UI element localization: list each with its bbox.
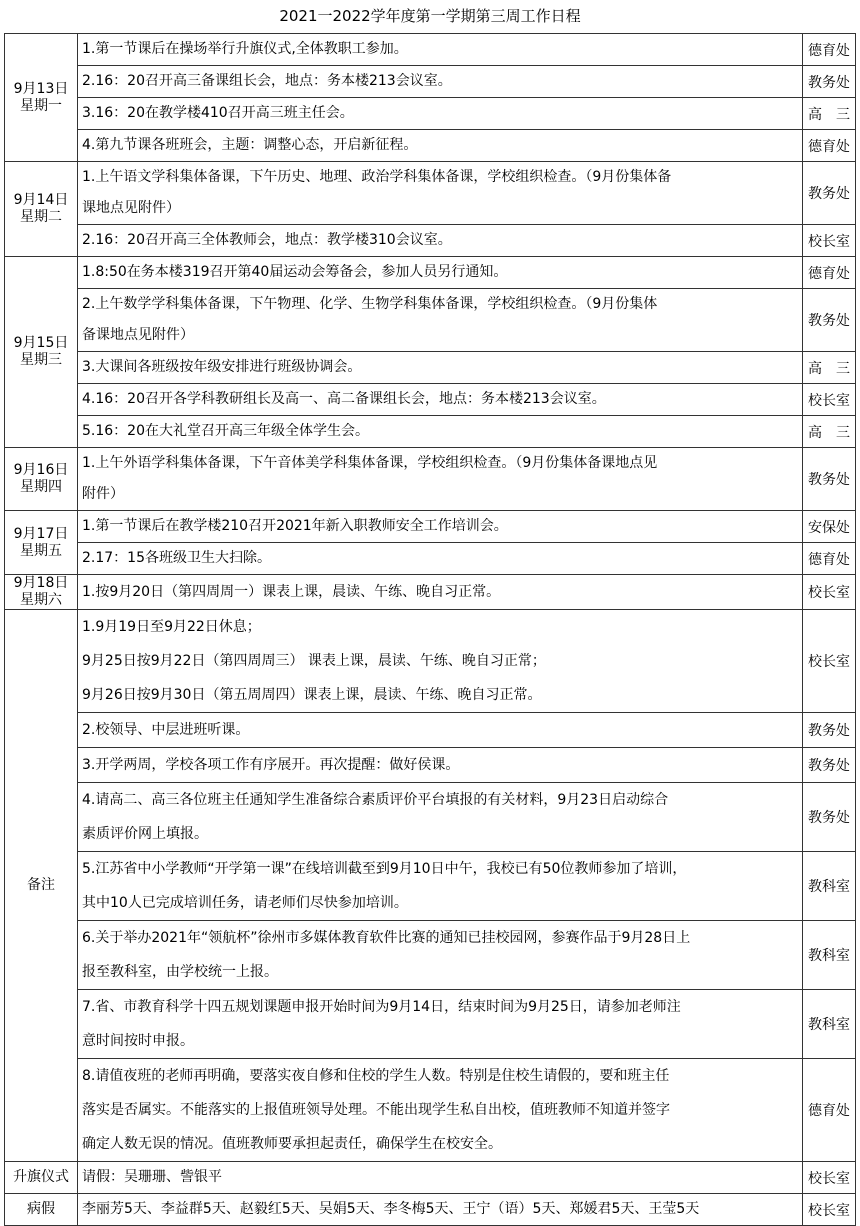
note-content (78, 1059, 803, 1162)
content-line: 落实是否属实。不能落实的上报值班领导处理。不能出现学生私自出校，值班教师不知道并签字 (82, 1102, 670, 1118)
date-cell (5, 34, 78, 162)
schedule-row (5, 352, 856, 384)
content-line: 1.9月19日至9月22日休息； (82, 619, 261, 635)
department-cell: 教务处 (803, 713, 856, 748)
weekday-label: 星期五 (20, 542, 62, 559)
flag-ceremony-row (5, 1162, 856, 1194)
schedule-row (5, 98, 856, 130)
department-cell: 高 三 (803, 416, 856, 448)
department-cell: 校长室 (803, 575, 856, 610)
date-label: 9月17日 (13, 525, 69, 542)
content-line: 3.开学两周，学校各项工作有序展开。再次提醒：做好侯课。 (82, 757, 460, 773)
task-content (78, 352, 803, 384)
content-line: 2.校领导、中层进班听课。 (82, 722, 250, 738)
date-cell (5, 511, 78, 575)
note-content (78, 713, 803, 748)
sick-leave-row (5, 1194, 856, 1226)
date-label: 9月14日 (13, 192, 69, 208)
schedule-row (5, 66, 856, 98)
department-cell: 安保处 (803, 511, 856, 543)
schedule-row (5, 289, 856, 352)
content-line: 确定人数无误的情况。值班教师要承担起责任，确保学生在校安全。 (82, 1136, 502, 1152)
department-cell: 教科室 (803, 921, 856, 990)
content-line: 2.16：20召开高三备课组长会，地点：务本楼213会议室。 (82, 73, 452, 89)
schedule-row (5, 543, 856, 575)
content-line: 4.16：20召开各学科教研组长及高一、高二备课组长会，地点：务本楼213会议室。 (82, 391, 606, 407)
content-line: 2.17：15各班级卫生大扫除。 (82, 550, 271, 566)
content-line: 意时间按时申报。 (82, 1033, 194, 1049)
date-label: 9月13日 (13, 80, 69, 97)
schedule-row (5, 130, 856, 162)
department-cell: 德育处 (803, 34, 856, 66)
department-cell: 教务处 (803, 289, 856, 352)
task-content (78, 162, 803, 225)
content-line: 6.关于举办2021年“领航杯”徐州市多媒体教育软件比赛的通知已挂校园网，参赛作品于9月28日上 (82, 930, 691, 946)
task-content (78, 257, 803, 289)
content-line: 4.请高二、高三各位班主任通知学生准备综合素质评价平台填报的有关材料，9月23日启动综合 (82, 792, 669, 808)
date-cell (5, 448, 78, 511)
content-line: 8.请值夜班的老师再明确，要落实夜自修和住校的学生人数。特别是住校生请假的，要和班主任 (82, 1068, 670, 1084)
content-line: 1.上午语文学科集体备课，下午历史、地理、政治学科集体备课，学校组织检查。（9月份集体备 (82, 169, 672, 185)
date-label: 9月18日 (13, 575, 69, 591)
task-content (78, 416, 803, 448)
notes-row (5, 852, 856, 921)
content-line: 李丽芳5天、李益群5天、赵毅红5天、吴娟5天、李冬梅5天、王宁（语）5天、郑媛君5天、王莹5天 (82, 1201, 700, 1217)
page-title: 2021一2022学年度第一学期第三周工作日程 (279, 7, 581, 25)
schedule-table (4, 33, 856, 1226)
content-line: 9月26日按9月30日（第五周周四）课表上课，晨读、午练、晚自习正常。 (82, 687, 542, 703)
content-line: 2.上午数学学科集体备课，下午物理、化学、生物学科集体备课，学校组织检查。（9月份集体 (82, 296, 658, 312)
schedule-row (5, 416, 856, 448)
content-line: 5.16：20在大礼堂召开高三年级全体学生会。 (82, 423, 369, 439)
date-cell (5, 257, 78, 448)
department-cell: 校长室 (803, 1194, 856, 1226)
department-cell: 高 三 (803, 98, 856, 130)
date-cell (5, 575, 78, 610)
department-cell: 高 三 (803, 352, 856, 384)
content-line: 3.16：20在教学楼410召开高三班主任会。 (82, 105, 354, 121)
date-label: 9月16日 (13, 462, 69, 478)
schedule-row (5, 257, 856, 289)
content-line: 4.第九节课各班班会，主题：调整心态，开启新征程。 (82, 137, 418, 153)
content-line: 1.上午外语学科集体备课，下午音体美学科集体备课，学校组织检查。（9月份集体备课地点见 (82, 455, 658, 471)
weekday-label: 星期四 (20, 479, 62, 495)
task-content (78, 98, 803, 130)
content-line: 1.第一节课后在操场举行升旗仪式,全体教职工参加。 (82, 41, 408, 57)
task-content (78, 34, 803, 66)
note-content (78, 748, 803, 783)
task-content (78, 543, 803, 575)
task-content (78, 448, 803, 511)
weekday-label: 星期三 (20, 352, 62, 368)
weekday-label: 星期一 (20, 97, 62, 114)
schedule-row (5, 34, 856, 66)
notes-row (5, 1059, 856, 1162)
task-content (78, 66, 803, 98)
note-content (78, 783, 803, 852)
content-line: 素质评价网上填报。 (82, 826, 208, 842)
task-content (78, 384, 803, 416)
department-cell: 校长室 (803, 1162, 856, 1194)
department-cell: 校长室 (803, 225, 856, 257)
note-content (78, 852, 803, 921)
department-cell: 德育处 (803, 130, 856, 162)
notes-row (5, 713, 856, 748)
task-content (78, 575, 803, 610)
department-cell: 教务处 (803, 748, 856, 783)
schedule-row (5, 162, 856, 225)
date-label: 9月15日 (13, 335, 69, 351)
schedule-row (5, 225, 856, 257)
content-line: 附件） (82, 486, 124, 502)
note-content (78, 610, 803, 713)
department-cell: 德育处 (803, 257, 856, 289)
sick-leave-label: 病假 (5, 1194, 78, 1226)
content-line: 其中10人已完成培训任务，请老师们尽快参加培训。 (82, 895, 408, 911)
notes-row (5, 748, 856, 783)
content-line: 报至教科室，由学校统一上报。 (82, 964, 278, 980)
content-line: 5.江苏省中小学教师“开学第一课”在线培训截至到9月10日中午，我校已有50位教师参加了培训， (82, 861, 687, 877)
note-content (78, 921, 803, 990)
content-line: 1.按9月20日（第四周周一）课表上课，晨读、午练、晚自习正常。 (82, 583, 501, 600)
date-cell (5, 162, 78, 257)
content-line: 7.省、市教育科学十四五规划课题申报开始时间为9月14日，结束时间为9月25日，请参加老师注 (82, 999, 681, 1015)
notes-label: 备注 (5, 610, 78, 1162)
flag-ceremony-text (78, 1162, 803, 1194)
department-cell: 教科室 (803, 990, 856, 1059)
department-cell: 校长室 (803, 384, 856, 416)
department-cell: 教科室 (803, 852, 856, 921)
note-content (78, 990, 803, 1059)
weekday-label: 星期二 (20, 209, 62, 225)
department-cell: 教务处 (803, 66, 856, 98)
department-cell: 教务处 (803, 448, 856, 511)
task-content (78, 130, 803, 162)
task-content (78, 511, 803, 543)
department-cell: 教务处 (803, 783, 856, 852)
department-cell: 教务处 (803, 162, 856, 225)
sick-leave-text (78, 1194, 803, 1226)
flag-ceremony-label: 升旗仪式 (5, 1162, 78, 1194)
weekday-label: 星期六 (20, 592, 62, 608)
department-cell: 德育处 (803, 543, 856, 575)
schedule-row (5, 575, 856, 610)
notes-row (5, 610, 856, 713)
task-content (78, 289, 803, 352)
notes-row (5, 921, 856, 990)
content-line: 备课地点见附件） (82, 327, 194, 343)
content-line: 9月25日按9月22日（第四周周三） 课表上课，晨读、午练、晚自习正常； (82, 653, 546, 669)
notes-row (5, 990, 856, 1059)
department-cell: 校长室 (803, 610, 856, 713)
content-line: 1.8:50在务本楼319召开第40届运动会筹备会，参加人员另行通知。 (82, 264, 508, 280)
schedule-row (5, 448, 856, 511)
content-line: 请假：吴珊珊、訾银平 (82, 1169, 222, 1185)
schedule-row (5, 384, 856, 416)
schedule-row (5, 511, 856, 543)
notes-row (5, 783, 856, 852)
task-content (78, 225, 803, 257)
content-line: 3.大课间各班级按年级安排进行班级协调会。 (82, 359, 362, 375)
content-line: 1.第一节课后在教学楼210召开2021年新入职教师安全工作培训会。 (82, 518, 508, 534)
department-cell: 德育处 (803, 1059, 856, 1162)
content-line: 2.16：20召开高三全体教师会，地点：教学楼310会议室。 (82, 232, 452, 248)
content-line: 课地点见附件） (82, 200, 180, 216)
